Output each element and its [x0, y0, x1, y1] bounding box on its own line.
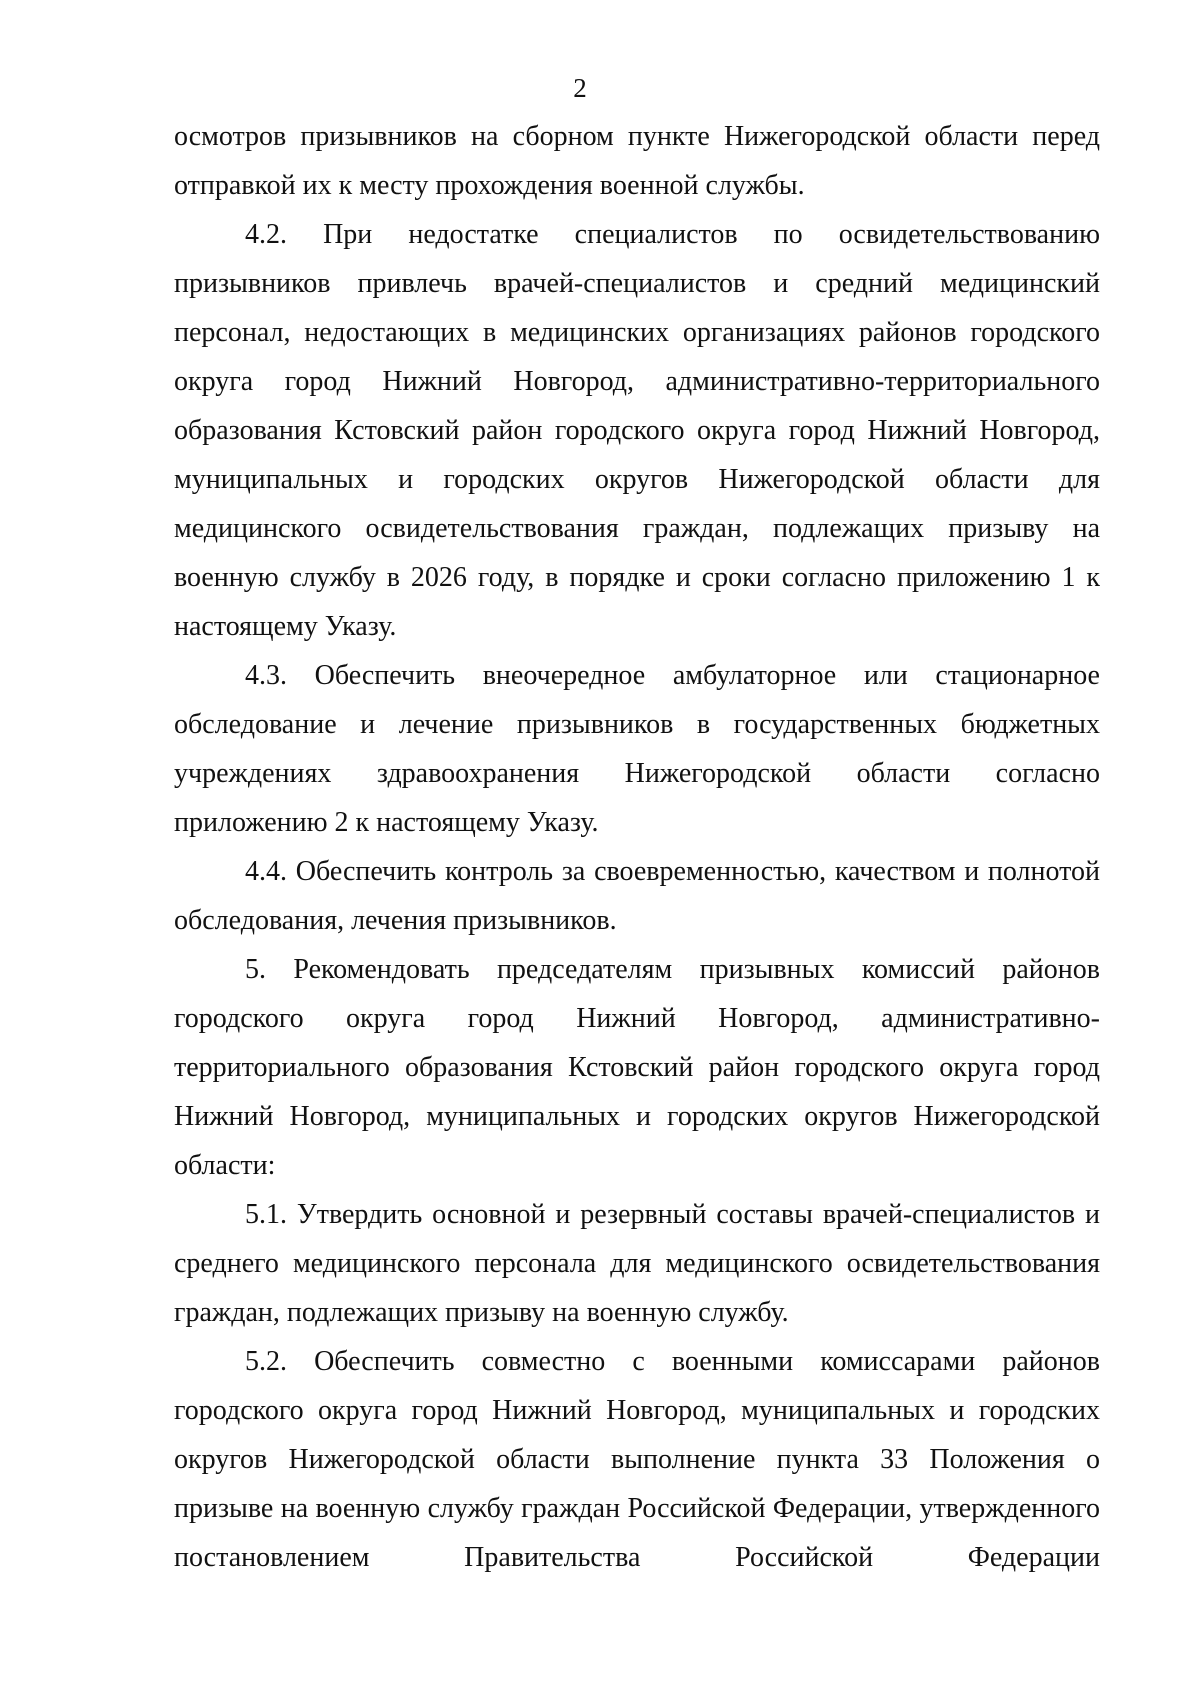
paragraph-5-2: 5.2. Обеспечить совместно с военными комиссарами районов городского округа город Нижний Новгород, муниципальных и городских округов Нижегородской области выполнение пункта 33 Положения о призыве на военную службу граждан Российской Федерации, утвержденного постановлением Правительства Российской Федерации — [174, 1346, 1100, 1573]
paragraph-4-3: 4.3. Обеспечить внеочередное амбулаторное или стационарное обследование и лечение призывников в государственных бюджетных учреждениях здравоохранения Нижегородской области согласно приложению 2 к настоящему Указу. — [174, 660, 1100, 838]
paragraph-5: 5. Рекомендовать председателям призывных комиссий районов городского округа город Нижний Новгород, административно-территориального образования Кстовский район городского округа город Нижний Новгород, муниципальных и городских округов Нижегородской области: — [174, 954, 1100, 1181]
paragraph-4-4: 4.4. Обеспечить контроль за своевременностью, качеством и полнотой обследования, лечения призывников. — [174, 856, 1100, 936]
document-body — [174, 112, 1100, 1582]
paragraph-5-1: 5.1. Утвердить основной и резервный составы врачей-специалистов и среднего медицинского персонала для медицинского освидетельствования граждан, подлежащих призыву на военную службу. — [174, 1199, 1100, 1328]
paragraph-4-2: 4.2. При недостатке специалистов по освидетельствованию призывников привлечь врачей-специалистов и средний медицинский персонал, недостающих в медицинских организациях районов городского округа город Нижний Новгород, административно-территориального образования Кстовский район городского округа город Нижний Новгород, муниципальных и городских округов Нижегородской области для медицинского освидетельствования граждан, подлежащих призыву на военную службу в 2026 году, в порядке и сроки согласно приложению 1 к настоящему Указу. — [174, 219, 1100, 642]
page-number: 2 — [573, 73, 587, 103]
paragraph-continuation: осмотров призывников на сборном пункте Нижегородской области перед отправкой их к месту прохождения военной службы. — [174, 121, 1100, 201]
